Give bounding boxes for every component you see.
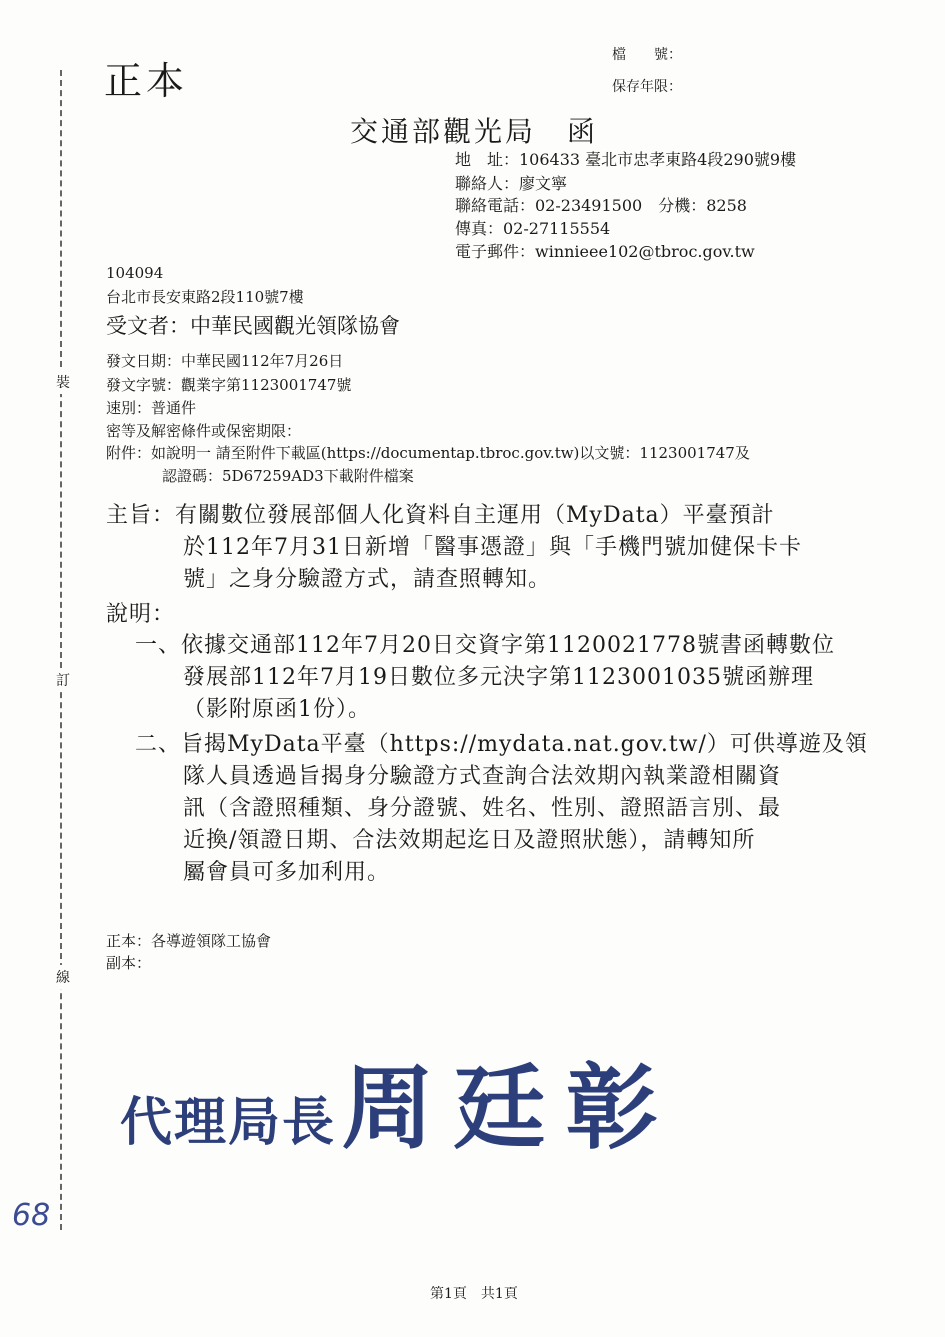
sender-email: 電子郵件：winnieee102@tbroc.gov.tw: [455, 242, 755, 261]
explanation-2-line-5: 屬會員可多加利用。: [183, 860, 391, 885]
attachment-line-1: 附件：如說明一 請至附件下載區(https://documentap.tbroc.gov.tw)以文號：1123001747及: [106, 444, 750, 462]
handwritten-note: 68: [12, 1198, 51, 1233]
retention-period-label: 保存年限：: [612, 79, 682, 95]
binding-label-zhuang: 裝: [56, 370, 70, 394]
copy-recipients: 副本：: [106, 954, 152, 972]
document-number: 發文字號：觀業字第1123001747號: [106, 376, 352, 394]
sender-contact: 聯絡人：廖文寧: [455, 174, 568, 193]
binding-label-ding: 訂: [56, 668, 70, 692]
subject-line-1: 主旨：有關數位發展部個人化資料自主運用（MyData）平臺預計: [106, 503, 775, 528]
recipient-zip: 104094: [106, 264, 164, 282]
explanation-heading: 說明：: [106, 602, 176, 627]
explanation-1-line-2: 發展部112年7月19日數位多元決字第1123001035號函辦理: [183, 665, 814, 690]
subject-line-2: 於112年7月31日新增「醫事憑證」與「手機門號加健保卡卡: [183, 535, 802, 560]
signature-block: [120, 1035, 678, 1167]
file-number-label: 檔 號：: [612, 47, 682, 63]
explanation-2-line-4: 近換/領證日期、合法效期起迄日及證照狀態），請轉知所: [183, 828, 756, 853]
explanation-1-line-1: 一、依據交通部112年7月20日交資字第1120021778號書函轉數位: [135, 633, 835, 658]
sender-address: 地 址：106433 臺北市忠孝東路4段290號9樓: [455, 150, 797, 169]
security-level: 密等及解密條件或保密期限：: [106, 422, 302, 440]
sender-phone: 聯絡電話：02-23491500 分機：8258: [455, 196, 747, 215]
binding-line: [60, 70, 62, 1230]
attachment-line-2: 認證碼：5D67259AD3下載附件檔案: [162, 467, 414, 485]
signature-name: 周廷彰: [341, 1054, 678, 1162]
original-recipients: 正本：各導遊領隊工協會: [106, 932, 272, 950]
signature-title: 代理局長: [120, 1092, 337, 1153]
page-number: 第1頁 共1頁: [430, 1286, 518, 1302]
binding-label-xian: 線: [56, 965, 70, 989]
explanation-2-line-2: 隊人員透過旨揭身分驗證方式查詢合法效期內執業證相關資: [183, 764, 782, 789]
explanation-2-line-1: 二、旨揭MyData平臺（https://mydata.nat.gov.tw/）可供導遊及領: [135, 732, 868, 757]
recipient-name: 受文者：中華民國觀光領隊協會: [106, 314, 400, 338]
sender-fax: 傳真：02-27115554: [455, 219, 611, 238]
original-stamp: 正本: [104, 59, 189, 103]
explanation-2-line-3: 訊（含證照種類、身分證號、姓名、性別、證照語言別、最: [183, 796, 782, 821]
subject-line-3: 號」之身分驗證方式，請查照轉知。: [183, 567, 552, 592]
recipient-address: 台北市長安東路2段110號7樓: [106, 288, 304, 306]
document-title: 交通部觀光局 函: [350, 115, 599, 148]
delivery-speed: 速別：普通件: [106, 399, 197, 417]
issue-date: 發文日期：中華民國112年7月26日: [106, 352, 344, 370]
explanation-1-line-3: （影附原函1份）。: [183, 697, 371, 722]
